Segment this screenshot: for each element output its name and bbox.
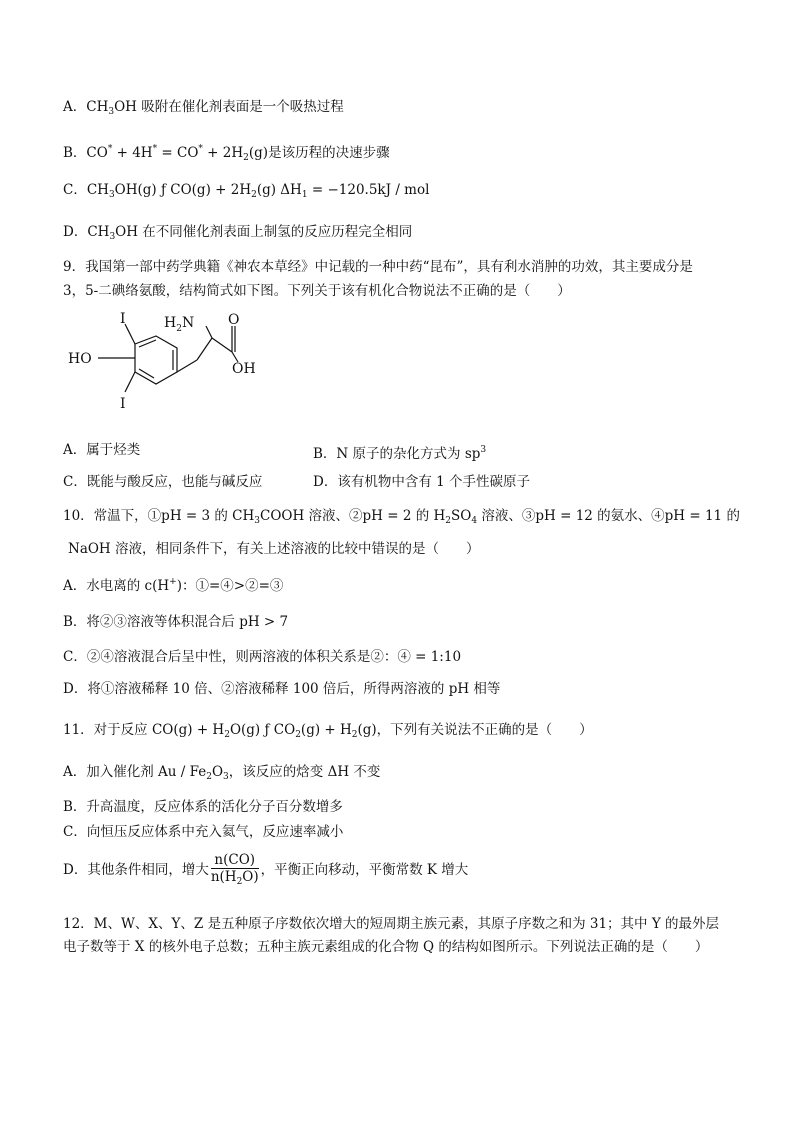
q9-option-b: B．N 原子的杂化方式为 $sp^3$ [313,445,487,462]
q10-stem-line1: 10．常温下，①pH = 3 的 $CH_3COOH$ 溶液、②pH = 2 的 $H_2SO_4$ 溶液、③pH = 12 的氨水、④pH = 11 的 [63,508,740,526]
q9-option-a: A．属于烃类 [63,442,141,458]
q10-option-d: D．将①溶液稀释 10 倍、②溶液稀释 100 倍后，所得两溶液的 pH 相等 [63,681,501,697]
iodine-top-label: I [120,311,126,327]
hydroxyl-label: HO [68,351,92,367]
q9-stem-line2: 3，5-二碘络氨酸，结构简式如下图。下列关于该有机化合物说法不正确的是（ ） [63,283,571,299]
q10-option-c: C．②④溶液混合后呈中性，则两溶液的体积关系是②：④ = 1:10 [63,649,462,665]
q12-stem-line2: 电子数等于 X 的核外电子总数；五种主族元素组成的化合物 Q 的结构如图所示。下列说法正确的是（ ） [63,939,709,955]
carboxyl-oh-label: OH [232,361,256,377]
q12-stem-line1: 12．M、W、X、Y、Z 是五种原子序数依次增大的短周期主族元素，其原子序数之和为 31；其中 Y 的最外层 [63,916,720,932]
q8-option-d: D．$CH_3OH$ 在不同催化剂表面上制氢的反应历程完全相同 [63,224,413,242]
q11-option-a: A．加入催化剂 Au / $Fe_2O_3$，该反应的焓变 ΔH 不变 [63,764,381,782]
q10-stem-line2: NaOH 溶液，相同条件下，有关上述溶液的比较中错误的是（ ） [68,541,480,557]
q11-option-c: C．向恒压反应体系中充入氦气，反应速率减小 [63,824,344,840]
iodine-bottom-label: I [120,396,126,412]
q9-option-c: C．既能与酸反应，也能与碱反应 [63,474,263,490]
q10-option-a: A．水电离的 c(H+)：①=④>②=③ [63,577,284,594]
q9-option-d: D．该有机物中含有 1 个手性碳原子 [313,474,530,490]
diiodotyrosine-structure [60,310,280,420]
q11-option-d: D．其他条件相同，增大 $\frac{n(CO)}{n(H_2O)}$ ，平衡正向移动，平衡常数 K 增大 [63,850,468,890]
q8-option-b: B．$CO^* + 4H^* = CO^* + 2H_2(g)$是该历程的决速步骤 [63,144,390,163]
q8-option-a: A．$CH_3OH$ 吸附在催化剂表面是一个吸热过程 [63,99,344,117]
q10-option-b: B．将②③溶液等体积混合后 pH > 7 [63,614,289,630]
ratio-fraction: $\frac{n(CO)}{n(H_2O)}$ [210,851,259,887]
amine-label: $H_2N$ [164,315,195,334]
q11-stem: 11．对于反应 $CO(g) + H_2O(g)$ ƒ $CO_2(g) + H_2(g)$，下列有关说法不正确的是（ ） [63,722,593,740]
q9-stem-line1: 9．我国第一部中药学典籍《神农本草经》中记载的一种中药“昆布”，具有利水消肿的功效，其主要成分是 [63,259,693,275]
q8-option-c: C．$CH_3OH(g)$ ƒ $CO(g) + 2H_2(g) \Delta H_1 = -120.5kJ$ / mol [63,182,430,200]
q11-option-b: B．升高温度，反应体系的活化分子百分数增多 [63,799,343,815]
carbonyl-oxygen-label: O [228,312,240,328]
